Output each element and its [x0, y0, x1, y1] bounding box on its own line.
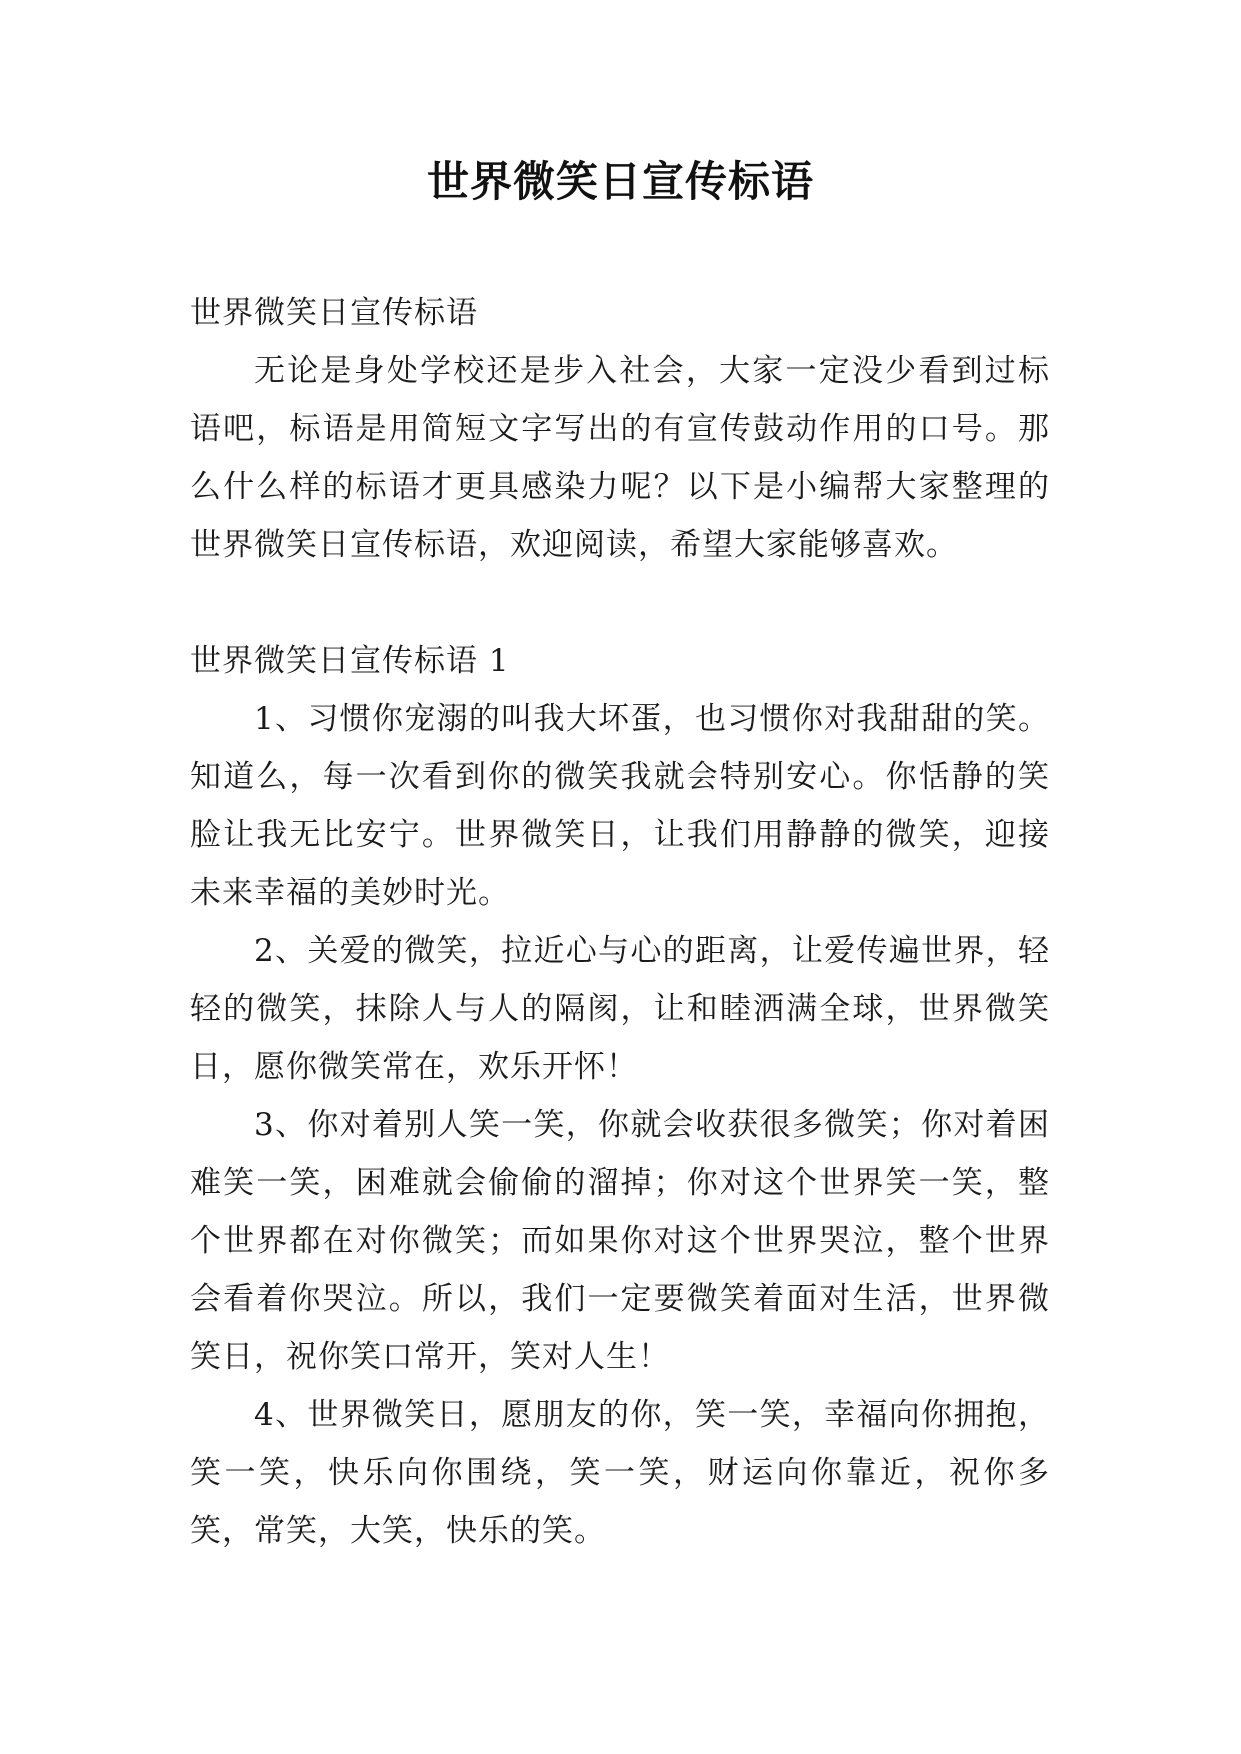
document-title: 世界微笑日宣传标语 — [426, 157, 814, 206]
slogan-item-4: 4、世界微笑日，愿朋友的你，笑一笑，幸福向你拥抱，笑一笑，快乐向你围绕，笑一笑，财运向你靠近，祝你多笑，常笑，大笑，快乐的笑。 — [190, 1397, 1050, 1549]
document-body — [190, 284, 1050, 1560]
paragraph-spacer — [190, 574, 1050, 632]
intro-paragraph: 无论是身处学校还是步入社会，大家一定没少看到过标语吧，标语是用简短文字写出的有宣传鼓动作用的口号。那么什么样的标语才更具感染力呢？以下是小编帮大家整理的世界微笑日宣传标语，欢迎阅读，希望大家能够喜欢。 — [190, 353, 1050, 563]
section-heading: 世界微笑日宣传标语 1 — [190, 643, 510, 679]
slogan-item-1: 1、习惯你宠溺的叫我大坏蛋，也习惯你对我甜甜的笑。知道么，每一次看到你的微笑我就会特别安心。你恬静的笑脸让我无比安宁。世界微笑日，让我们用静静的微笑，迎接未来幸福的美妙时光。 — [190, 701, 1050, 911]
slogan-item-3: 3、你对着别人笑一笑，你就会收获很多微笑；你对着困难笑一笑，困难就会偷偷的溜掉；你对这个世界笑一笑，整个世界都在对你微笑；而如果你对这个世界哭泣，整个世界会看着你哭泣。所以，我们一定要微笑着面对生活，世界微笑日，祝你笑口常开，笑对人生！ — [190, 1107, 1050, 1375]
document-subtitle: 世界微笑日宣传标语 — [190, 295, 478, 331]
slogan-item-2: 2、关爱的微笑，拉近心与心的距离，让爱传遍世界，轻轻的微笑，抹除人与人的隔阂，让和睦洒满全球，世界微笑日，愿你微笑常在，欢乐开怀！ — [190, 933, 1050, 1085]
